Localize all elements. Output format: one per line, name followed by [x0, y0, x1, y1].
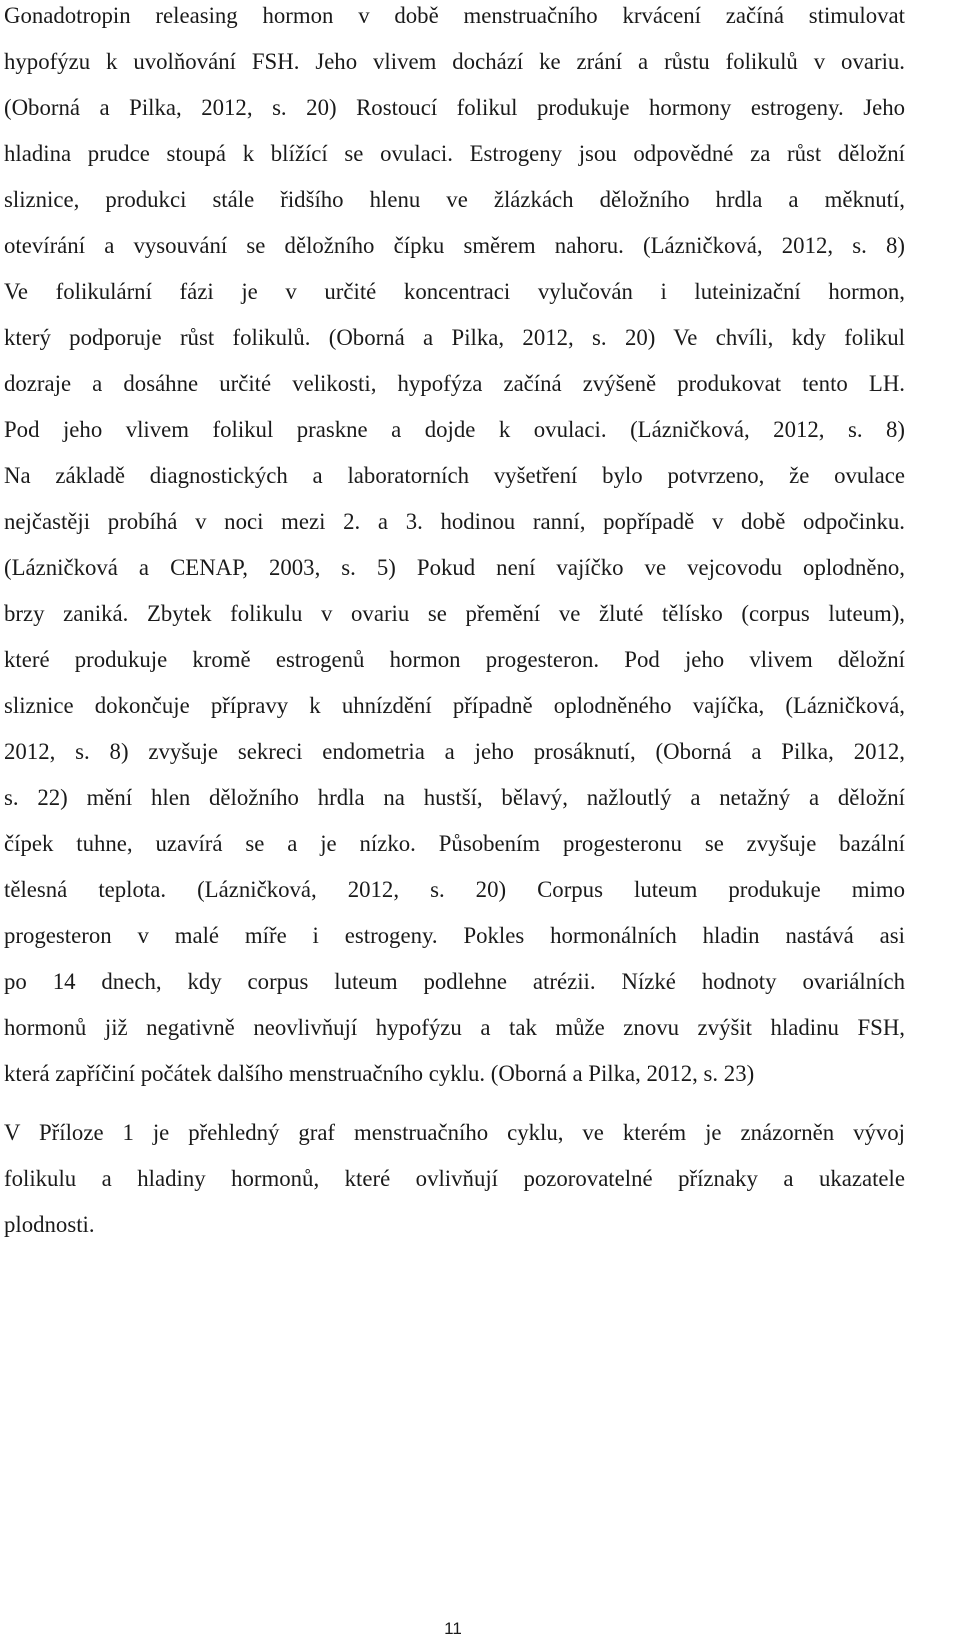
paragraph-line: hormonů již negativně neovlivňují hypofýzu a tak může znovu zvýšit hladinu FSH,: [4, 1015, 905, 1040]
paragraph-line: folikulu a hladiny hormonů, které ovlivňují pozorovatelné příznaky a ukazatele: [4, 1166, 905, 1191]
paragraph-line: Gonadotropin releasing hormon v době menstruačního krvácení začíná stimulovat: [4, 3, 905, 28]
paragraph-line: (Lázničková a CENAP, 2003, s. 5) Pokud není vajíčko ve vejcovodu oplodněno,: [4, 555, 905, 580]
paragraph-line: který podporuje růst folikulů. (Oborná a Pilka, 2012, s. 20) Ve chvíli, kdy folikul: [4, 325, 905, 350]
paragraph-line: nejčastěji probíhá v noci mezi 2. a 3. hodinou ranní, popřípadě v době odpočinku.: [4, 509, 905, 534]
paragraph-line: po 14 dnech, kdy corpus luteum podlehne atrézii. Nízké hodnoty ovariálních: [4, 969, 905, 994]
paragraph-line: V Příloze 1 je přehledný graf menstruačního cyklu, ve kterém je znázorněn vývoj: [4, 1120, 905, 1145]
paragraph-menstrual-cycle-hormones: [4, 0, 905, 1097]
paragraph-line: Na základě diagnostických a laboratorních vyšetření bylo potvrzeno, že ovulace: [4, 463, 905, 488]
paragraph-line: Pod jeho vlivem folikul praskne a dojde k ovulaci. (Lázničková, 2012, s. 8): [4, 417, 905, 442]
paragraph-line: s. 22) mění hlen děložního hrdla na hustší, bělavý, nažloutlý a netažný a děložní: [4, 785, 905, 810]
paragraph-line: Ve folikulární fázi je v určité koncentraci vylučován i luteinizační hormon,: [4, 279, 905, 304]
page-number: 11: [444, 1619, 462, 1638]
paragraph-line: čípek tuhne, uzavírá se a je nízko. Působením progesteronu se zvyšuje bazální: [4, 831, 905, 856]
paragraph-line: progesteron v malé míře i estrogeny. Pokles hormonálních hladin nastává asi: [4, 923, 905, 948]
paragraph-line: 2012, s. 8) zvyšuje sekreci endometria a jeho prosáknutí, (Oborná a Pilka, 2012,: [4, 739, 905, 764]
paragraph-line: sliznice, produkci stále řidšího hlenu ve žlázkách děložního hrdla a měknutí,: [4, 187, 905, 212]
paragraph-line: které produkuje kromě estrogenů hormon progesteron. Pod jeho vlivem děložní: [4, 647, 905, 672]
paragraph-line: otevírání a vysouvání se děložního čípku směrem nahoru. (Lázničková, 2012, s. 8): [4, 233, 905, 258]
paragraph-line: dozraje a dosáhne určité velikosti, hypofýza začíná zvýšeně produkovat tento LH.: [4, 371, 905, 396]
paragraph-line: hypofýzu k uvolňování FSH. Jeho vlivem dochází ke zrání a růstu folikulů v ovariu.: [4, 49, 905, 74]
paragraph-line-last: která zapříčiní počátek dalšího menstruačního cyklu. (Oborná a Pilka, 2012, s. 23): [4, 1061, 755, 1086]
paragraph-line: (Oborná a Pilka, 2012, s. 20) Rostoucí folikul produkuje hormony estrogeny. Jeho: [4, 95, 905, 120]
paragraph-line-last: plodnosti.: [4, 1212, 95, 1237]
paragraph-line: hladina prudce stoupá k blížící se ovulaci. Estrogeny jsou odpovědné za růst děložní: [4, 141, 905, 166]
paragraph-line: sliznice dokončuje přípravy k uhnízdění případně oplodněného vajíčka, (Lázničková,: [4, 693, 905, 718]
paragraph-line: brzy zaniká. Zbytek folikulu v ovariu se přemění ve žluté tělísko (corpus luteum),: [4, 601, 905, 626]
paragraph-line: tělesná teplota. (Lázničková, 2012, s. 20) Corpus luteum produkuje mimo: [4, 877, 905, 902]
paragraph-appendix-reference: [4, 1110, 905, 1248]
